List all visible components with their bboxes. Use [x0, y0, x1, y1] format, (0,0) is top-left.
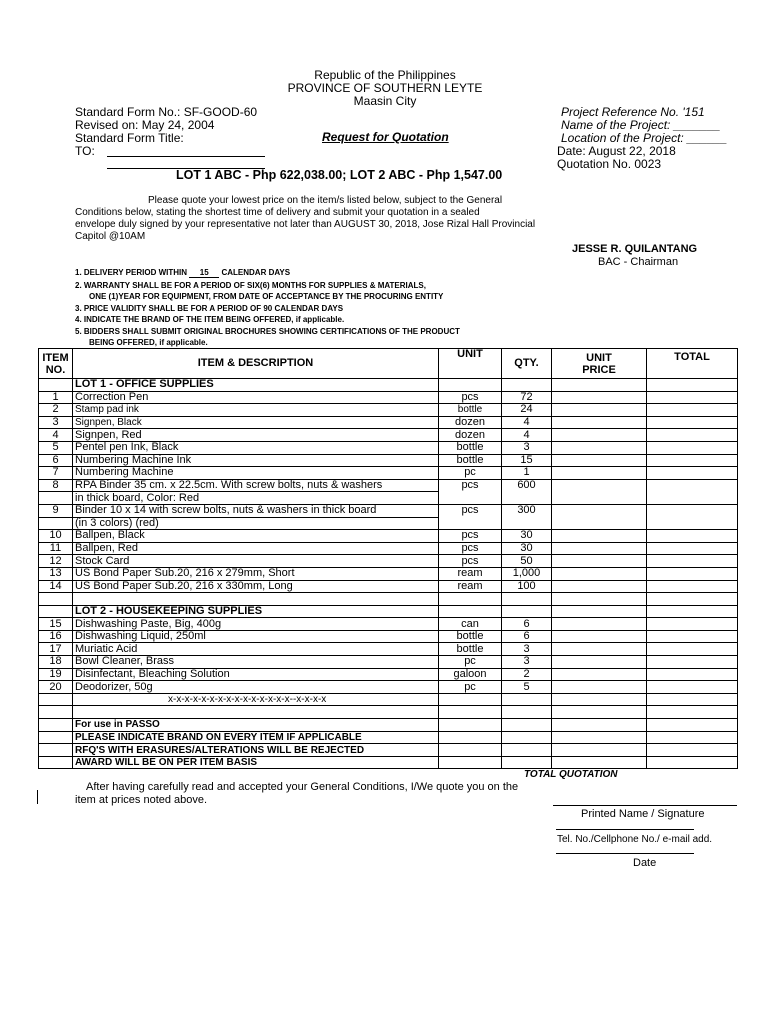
item-unit: bottle	[439, 643, 502, 656]
item-unit-price[interactable]	[552, 479, 647, 492]
item-total[interactable]	[647, 542, 738, 555]
table-row	[39, 530, 738, 543]
item-no: 1	[39, 391, 73, 404]
intro-line-2: Conditions below, stating the shortest time of delivery and submit your quotation in a sealed	[75, 207, 480, 218]
item-total[interactable]	[647, 530, 738, 543]
item-desc: Ballpen, Black	[73, 530, 439, 543]
quotation-table	[38, 348, 738, 769]
item-desc: US Bond Paper Sub.20, 216 x 279mm, Short	[73, 567, 439, 580]
item-no: 7	[39, 467, 73, 480]
item-total[interactable]	[647, 567, 738, 580]
item-total[interactable]	[647, 580, 738, 593]
item-desc: Pentel pen Ink, Black	[73, 441, 439, 454]
item-unit-price[interactable]	[552, 530, 647, 543]
item-no: 11	[39, 542, 73, 555]
item-desc: Disinfectant, Bleaching Solution	[73, 668, 439, 681]
project-reference: Project Reference No. '151	[561, 105, 705, 119]
note-passo: For use in PASSO	[73, 719, 439, 732]
item-qty: 300	[502, 504, 552, 517]
item-unit: bottle	[439, 454, 502, 467]
table-row	[39, 391, 738, 404]
table-row	[39, 479, 738, 492]
item-desc-cont: in thick board, Color: Red	[73, 492, 439, 505]
form-title-label: Standard Form Title:	[75, 131, 184, 145]
table-row	[39, 656, 738, 669]
total-quotation-label: TOTAL QUOTATION	[524, 769, 618, 780]
item-desc: Numbering Machine Ink	[73, 454, 439, 467]
item-qty: 3	[502, 643, 552, 656]
item-qty: 600	[502, 479, 552, 492]
note-row	[39, 744, 738, 757]
item-qty: 30	[502, 542, 552, 555]
item-total[interactable]	[647, 643, 738, 656]
item-desc: Bowl Cleaner, Brass	[73, 656, 439, 669]
header-unit-price-text-1: UNIT	[586, 351, 612, 364]
item-desc: Muriatic Acid	[73, 643, 439, 656]
item-unit: pcs	[439, 479, 502, 492]
lot1-title-row	[39, 379, 738, 392]
item-unit-price[interactable]	[552, 681, 647, 694]
item-no: 18	[39, 656, 73, 669]
condition-5a: 5. BIDDERS SHALL SUBMIT ORIGINAL BROCHURES SHOWING CERTIFICATIONS OF THE PRODUCT	[75, 327, 460, 336]
item-unit-price[interactable]	[552, 618, 647, 631]
item-unit: ream	[439, 567, 502, 580]
end-marker: x-x-x-x-x-x-x-x-x-x-x-x-x-x-x--x-x-x-x	[73, 693, 439, 706]
item-no: 6	[39, 454, 73, 467]
item-unit-price[interactable]	[552, 454, 647, 467]
table-row	[39, 580, 738, 593]
table-row	[39, 618, 738, 631]
item-unit-price[interactable]	[552, 630, 647, 643]
project-name: Name of the Project: _______	[561, 118, 721, 132]
table-row	[39, 643, 738, 656]
item-desc: Dishwashing Paste, Big, 400g	[73, 618, 439, 631]
condition-1	[75, 268, 290, 278]
header-item-no	[39, 349, 73, 379]
item-qty: 72	[502, 391, 552, 404]
form-title: Request for Quotation	[322, 130, 449, 144]
item-unit-price[interactable]	[552, 429, 647, 442]
item-desc: Correction Pen	[73, 391, 439, 404]
item-total[interactable]	[647, 429, 738, 442]
table-header-row	[39, 349, 738, 379]
item-no: 12	[39, 555, 73, 568]
item-unit-price[interactable]	[552, 467, 647, 480]
end-marker-row	[39, 693, 738, 706]
table-row	[39, 441, 738, 454]
item-qty: 4	[502, 429, 552, 442]
item-desc: Signpen, Red	[73, 429, 439, 442]
condition-4: 4. INDICATE THE BRAND OF THE ITEM BEING OFFERED, if applicable.	[75, 315, 345, 324]
lot-abc: LOT 1 ABC - Php 622,038.00; LOT 2 ABC - Php 1,547.00	[176, 168, 503, 182]
item-qty: 4	[502, 416, 552, 429]
condition-1-pre: 1. DELIVERY PERIOD WITHIN	[75, 268, 190, 277]
item-qty: 6	[502, 618, 552, 631]
item-unit-price[interactable]	[552, 391, 647, 404]
note-row	[39, 731, 738, 744]
item-unit-price[interactable]	[552, 567, 647, 580]
header-unit-price-text-2: PRICE	[582, 363, 616, 376]
tel-label: Tel. No./Cellphone No./ e-mail add.	[557, 834, 713, 845]
header-no-text: NO.	[45, 363, 66, 376]
item-no: 2	[39, 404, 73, 417]
item-qty: 100	[502, 580, 552, 593]
tel-line	[556, 829, 694, 830]
quotation-number: Quotation No. 0023	[557, 157, 662, 171]
item-total[interactable]	[647, 656, 738, 669]
note-erasures: RFQ'S WITH ERASURES/ALTERATIONS WILL BE REJECTED	[73, 744, 439, 757]
condition-2b: ONE (1)YEAR FOR EQUIPMENT, FROM DATE OF ACCEPTANCE BY THE PROCURING ENTITY	[89, 292, 444, 301]
item-no: 4	[39, 429, 73, 442]
item-qty: 5	[502, 681, 552, 694]
table-row	[39, 429, 738, 442]
item-desc: Signpen, Black	[73, 416, 439, 429]
item-unit-price[interactable]	[552, 441, 647, 454]
table-row	[39, 555, 738, 568]
item-total[interactable]	[647, 479, 738, 492]
closing-line-2: item at prices noted above.	[75, 794, 208, 806]
item-unit: pcs	[439, 555, 502, 568]
item-desc: Stamp pad ink	[73, 404, 439, 417]
to-label: TO:	[75, 144, 95, 158]
item-total[interactable]	[647, 467, 738, 480]
item-unit-price[interactable]	[552, 643, 647, 656]
intro-line-1: Please quote your lowest price on the item/s listed below, subject to the General	[148, 195, 503, 206]
revised-date: Revised on: May 24, 2004	[75, 118, 215, 132]
table-row	[39, 542, 738, 555]
item-desc: RPA Binder 35 cm. x 22.5cm. With screw bolts, nuts & washers	[73, 479, 439, 492]
item-no: 9	[39, 504, 73, 517]
table-row-cont	[39, 517, 738, 530]
quotation-date: Date: August 22, 2018	[557, 144, 676, 158]
item-qty: 50	[502, 555, 552, 568]
item-no: 5	[39, 441, 73, 454]
item-qty: 15	[502, 454, 552, 467]
item-qty: 2	[502, 668, 552, 681]
header-qty: QTY.	[502, 349, 552, 379]
item-unit: dozen	[439, 429, 502, 442]
condition-1-post: CALENDAR DAYS	[219, 268, 291, 277]
date-line	[556, 853, 694, 854]
header-total: TOTAL	[647, 349, 738, 379]
printed-name-label: Printed Name / Signature	[581, 808, 705, 820]
item-unit: bottle	[439, 441, 502, 454]
item-unit-price[interactable]	[552, 404, 647, 417]
note-row	[39, 719, 738, 732]
table-row	[39, 681, 738, 694]
table-row	[39, 416, 738, 429]
item-total[interactable]	[647, 441, 738, 454]
item-unit: can	[439, 618, 502, 631]
item-total[interactable]	[647, 391, 738, 404]
item-qty: 1	[502, 467, 552, 480]
table-row	[39, 454, 738, 467]
item-unit: bottle	[439, 630, 502, 643]
lot2-title: LOT 2 - HOUSEKEEPING SUPPLIES	[73, 605, 439, 618]
note-row	[39, 756, 738, 769]
item-unit: dozen	[439, 416, 502, 429]
item-unit: pc	[439, 681, 502, 694]
province-heading: PROVINCE OF SOUTHERN LEYTE	[287, 81, 483, 95]
item-unit: pc	[439, 656, 502, 669]
intro-line-4: Capitol @10AM	[75, 231, 146, 242]
item-qty: 3	[502, 441, 552, 454]
item-no: 19	[39, 668, 73, 681]
table-row	[39, 404, 738, 417]
margin-mark	[37, 790, 38, 804]
item-desc: Numbering Machine	[73, 467, 439, 480]
item-no: 14	[39, 580, 73, 593]
item-unit-price[interactable]	[552, 656, 647, 669]
project-location: Location of the Project: ______	[561, 131, 728, 145]
item-qty: 1,000	[502, 567, 552, 580]
to-line-1	[107, 156, 265, 157]
item-no: 17	[39, 643, 73, 656]
table-row	[39, 630, 738, 643]
header-item-text: ITEM	[42, 351, 69, 364]
signatory-name: JESSE R. QUILANTANG	[572, 243, 698, 255]
item-no: 13	[39, 567, 73, 580]
lot1-title: LOT 1 - OFFICE SUPPLIES	[73, 379, 439, 392]
lot2-title-row	[39, 605, 738, 618]
item-total[interactable]	[647, 668, 738, 681]
table-row-blank	[39, 593, 738, 606]
item-no: 10	[39, 530, 73, 543]
item-unit-price[interactable]	[552, 416, 647, 429]
intro-line-3: envelope duly signed by your representative not later than AUGUST 30, 2018, Jose Rizal Hall Provincial	[75, 219, 536, 230]
item-total[interactable]	[647, 681, 738, 694]
item-qty: 24	[502, 404, 552, 417]
item-unit: bottle	[439, 404, 502, 417]
header-description: ITEM & DESCRIPTION	[73, 349, 439, 379]
signatory-title: BAC - Chairman	[598, 256, 679, 268]
item-no: 3	[39, 416, 73, 429]
item-total[interactable]	[647, 404, 738, 417]
item-unit-price[interactable]	[552, 668, 647, 681]
item-unit-price[interactable]	[552, 504, 647, 517]
condition-5b: BEING OFFERED, if applicable.	[89, 338, 208, 347]
table-row-blank	[39, 706, 738, 719]
item-desc: Stock Card	[73, 555, 439, 568]
table-row	[39, 467, 738, 480]
item-total[interactable]	[647, 630, 738, 643]
item-unit: galoon	[439, 668, 502, 681]
item-total[interactable]	[647, 454, 738, 467]
date-label: Date	[633, 857, 657, 869]
item-desc: Binder 10 x 14 with screw bolts, nuts & washers in thick board	[73, 504, 439, 517]
header-unit-price	[552, 349, 647, 379]
table-row-cont	[39, 492, 738, 505]
condition-3: 3. PRICE VALIDITY SHALL BE FOR A PERIOD OF 90 CALENDAR DAYS	[75, 304, 344, 313]
delivery-days: 15	[189, 268, 219, 278]
item-total[interactable]	[647, 618, 738, 631]
header-unit: UNIT	[439, 349, 502, 379]
item-desc: Deodorizer, 50g	[73, 681, 439, 694]
item-total[interactable]	[647, 555, 738, 568]
note-brand: PLEASE INDICATE BRAND ON EVERY ITEM IF APPLICABLE	[73, 731, 439, 744]
condition-2a: 2. WARRANTY SHALL BE FOR A PERIOD OF SIX(6) MONTHS FOR SUPPLIES & MATERIALS,	[75, 281, 426, 290]
republic-heading: Republic of the Philippines	[314, 68, 456, 82]
item-no: 8	[39, 479, 73, 492]
form-number: Standard Form No.: SF-GOOD-60	[75, 105, 258, 119]
item-unit-price[interactable]	[552, 542, 647, 555]
item-total[interactable]	[647, 504, 738, 517]
item-no: 20	[39, 681, 73, 694]
item-desc-cont: (in 3 colors) (red)	[73, 517, 439, 530]
item-desc: Ballpen, Red	[73, 542, 439, 555]
item-unit: pcs	[439, 504, 502, 517]
item-unit-price[interactable]	[552, 555, 647, 568]
item-qty: 6	[502, 630, 552, 643]
table-row	[39, 504, 738, 517]
signature-line	[553, 805, 737, 806]
closing-line-1: After having carefully read and accepted your General Conditions, I/We quote you on the	[86, 781, 519, 793]
item-unit-price[interactable]	[552, 580, 647, 593]
note-award: AWARD WILL BE ON PER ITEM BASIS	[73, 756, 439, 769]
item-unit: pcs	[439, 542, 502, 555]
table-row	[39, 668, 738, 681]
table-row	[39, 567, 738, 580]
city-heading: Maasin City	[353, 94, 417, 108]
item-no: 16	[39, 630, 73, 643]
item-desc: US Bond Paper Sub.20, 216 x 330mm, Long	[73, 580, 439, 593]
item-unit: pc	[439, 467, 502, 480]
item-qty: 3	[502, 656, 552, 669]
item-qty: 30	[502, 530, 552, 543]
item-no: 15	[39, 618, 73, 631]
item-desc: Dishwashing Liquid, 250ml	[73, 630, 439, 643]
item-total[interactable]	[647, 416, 738, 429]
item-unit: pcs	[439, 530, 502, 543]
item-unit: pcs	[439, 391, 502, 404]
item-unit: ream	[439, 580, 502, 593]
